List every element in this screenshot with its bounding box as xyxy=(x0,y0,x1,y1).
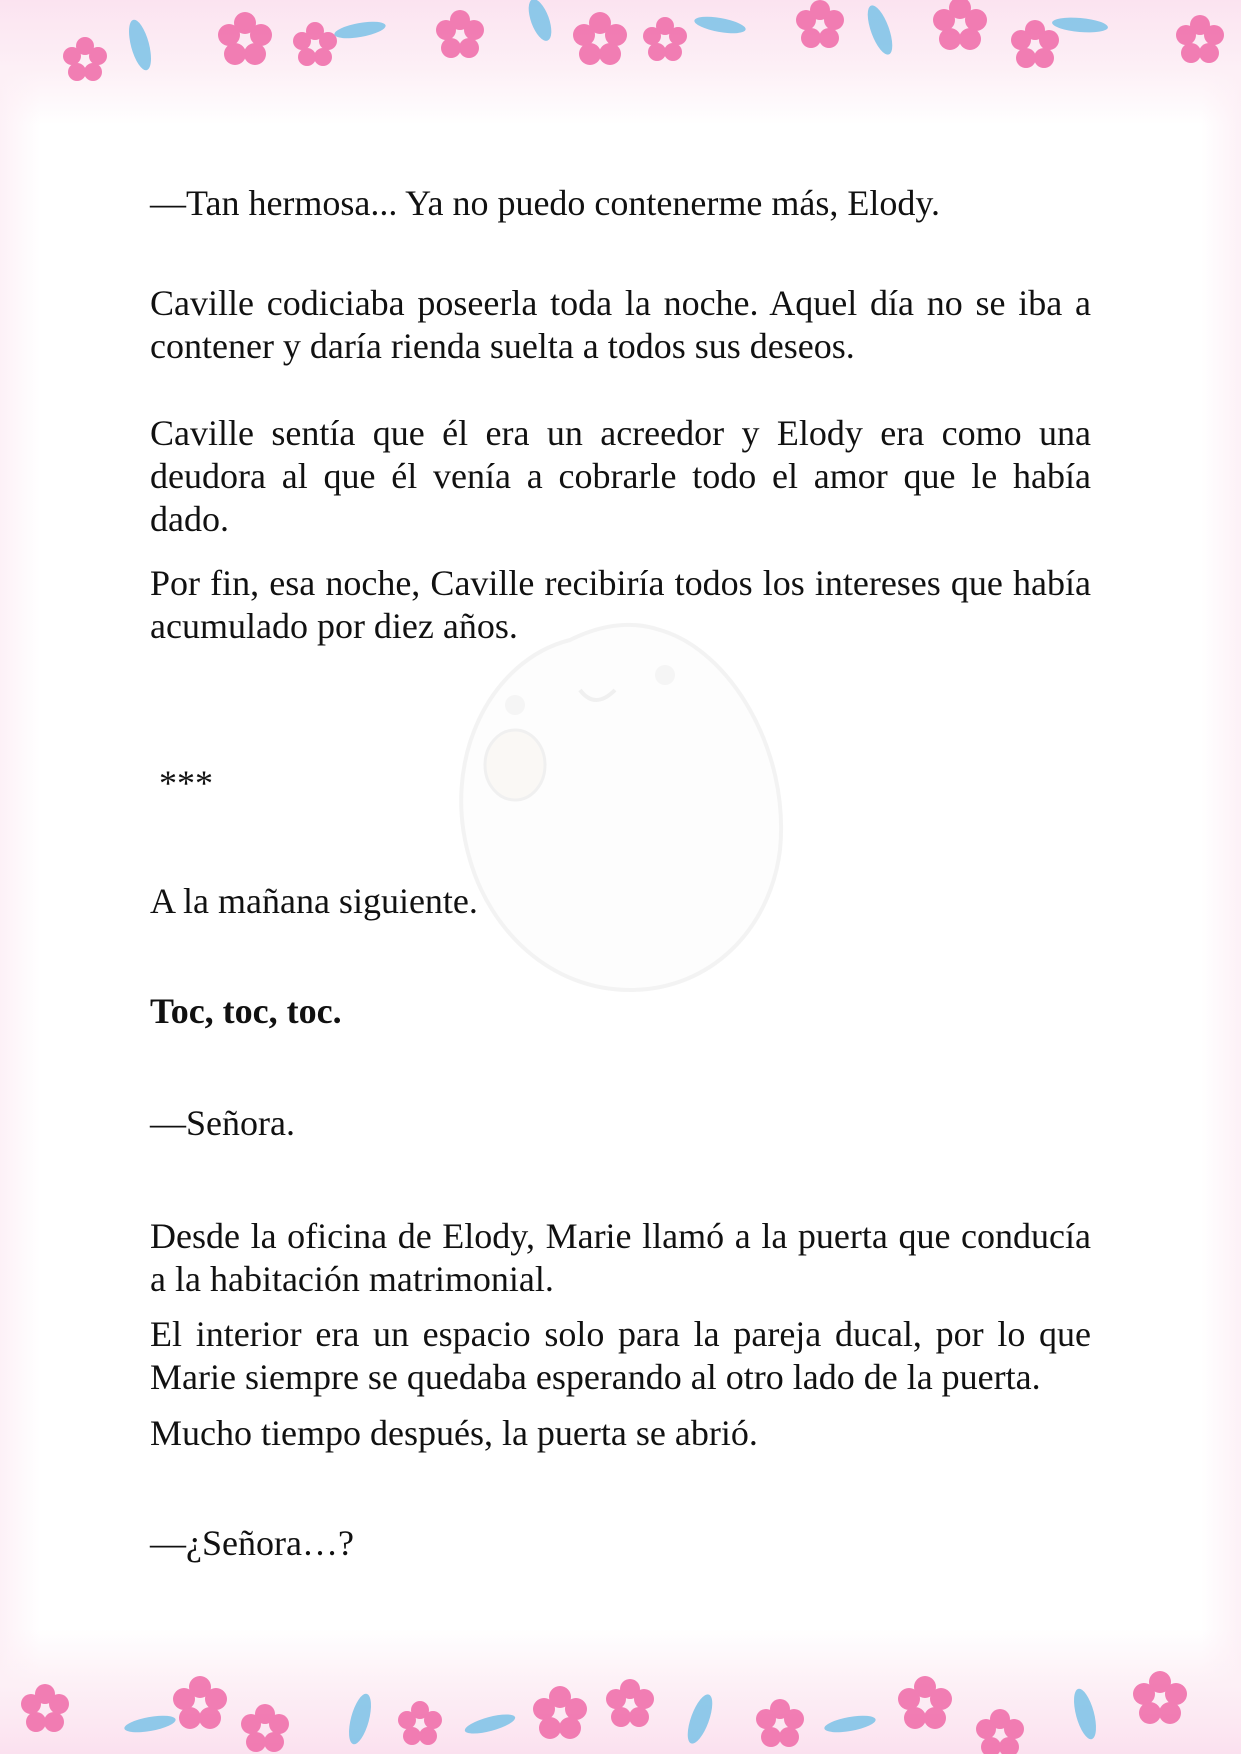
paragraph: A la mañana siguiente. xyxy=(150,881,478,921)
floral-border-icon xyxy=(0,0,1241,125)
paragraph: El interior era un espacio solo para la pareja ducal, por lo que Marie siempre se quedaba esperando al otro lado de la puerta. xyxy=(150,1314,1091,1397)
paragraph: Desde la oficina de Elody, Marie llamó a la puerta que conducía a la habitación matrimonial. xyxy=(150,1216,1091,1299)
scene-break: *** xyxy=(150,763,213,803)
paragraph: —¿Señora…? xyxy=(150,1523,354,1563)
paragraph: Caville sentía que él era un acreedor y Elody era como una deudora al que él venía a cobrarle todo el amor que le había dado. xyxy=(150,413,1091,539)
page-side-glow-right xyxy=(1201,0,1241,1754)
paragraph: —Tan hermosa... Ya no puedo contenerme más, Elody. xyxy=(150,183,940,223)
paragraph: Mucho tiempo después, la puerta se abrió. xyxy=(150,1413,758,1453)
page-side-glow-left xyxy=(0,0,40,1754)
floral-border-icon xyxy=(0,1629,1241,1754)
paragraph: Por fin, esa noche, Caville recibiría todos los intereses que había acumulado por diez años. xyxy=(150,563,1091,646)
paragraph-bold: Toc, toc, toc. xyxy=(150,991,342,1031)
paragraph: —Señora. xyxy=(150,1103,295,1143)
paragraph: Caville codiciaba poseerla toda la noche. Aquel día no se iba a contener y daría rienda suelta a todos sus deseos. xyxy=(150,283,1091,366)
